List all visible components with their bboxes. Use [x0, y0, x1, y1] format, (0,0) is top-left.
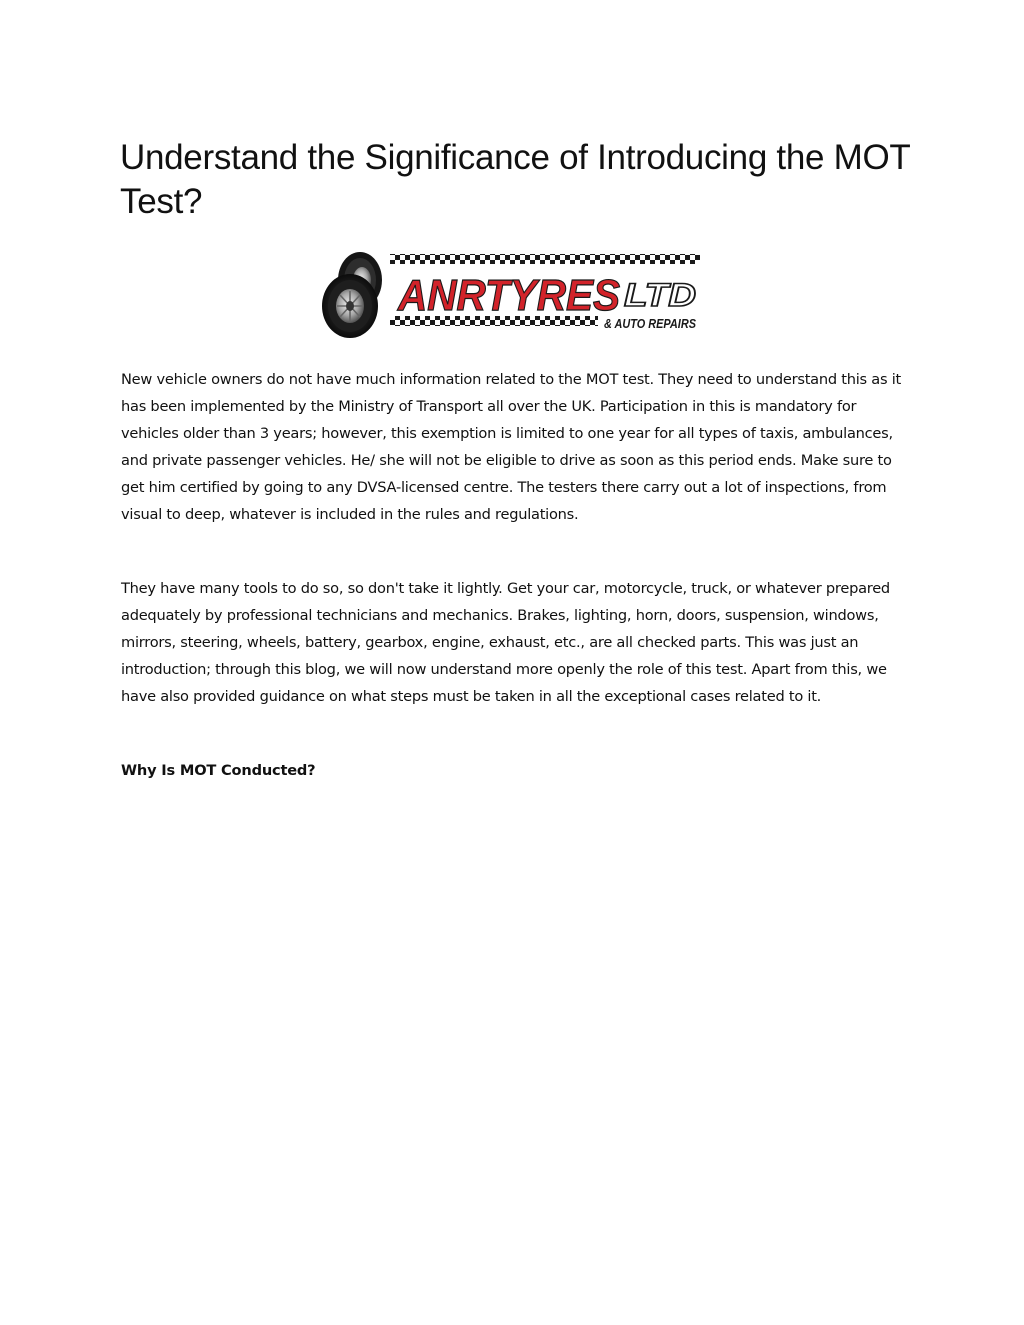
logo-tagline: & AUTO REPAIRS — [604, 316, 697, 331]
checker-band-top — [390, 254, 700, 264]
page-title: Understand the Significance of Introducing the MOT Test? — [120, 138, 910, 221]
section-heading: Why Is MOT Conducted? — [121, 762, 316, 779]
logo-brand-main: ANRTYRES — [397, 271, 620, 320]
intro-paragraph-1: New vehicle owners do not have much information related to the MOT test. They need to understand this as it has been implemented by the Ministry of Transport all over the UK. Participation in this is mandatory for vehicles older than 3 years; however, this exemption is limited to one year for all types of taxis, ambulances, and private passenger vehicles. He/ she will not be eligible to drive as soon as this period ends. Make sure to get him certified by going to any DVSA-licensed centre. The testers there carry out a lot of inspections, from visual to deep, whatever is included in the rules and regulations. — [121, 371, 902, 523]
logo-brand-suffix: LTD — [624, 277, 696, 313]
tyre-front-icon — [322, 274, 378, 338]
anr-tyres-logo — [320, 250, 704, 342]
intro-paragraph-2: They have many tools to do so, so don't take it lightly. Get your car, motorcycle, truck, or whatever prepared adequately by professional technicians and mechanics. Brakes, lighting, horn, doors, suspension, windows, mirrors, steering, wheels, battery, gearbox, engine, exhaust, etc., are all checked parts. This was just an introduction; through this blog, we will now understand more openly the role of this test. Apart from this, we have also provided guidance on what steps must be taken in all the exceptional cases related to it. — [121, 580, 890, 705]
